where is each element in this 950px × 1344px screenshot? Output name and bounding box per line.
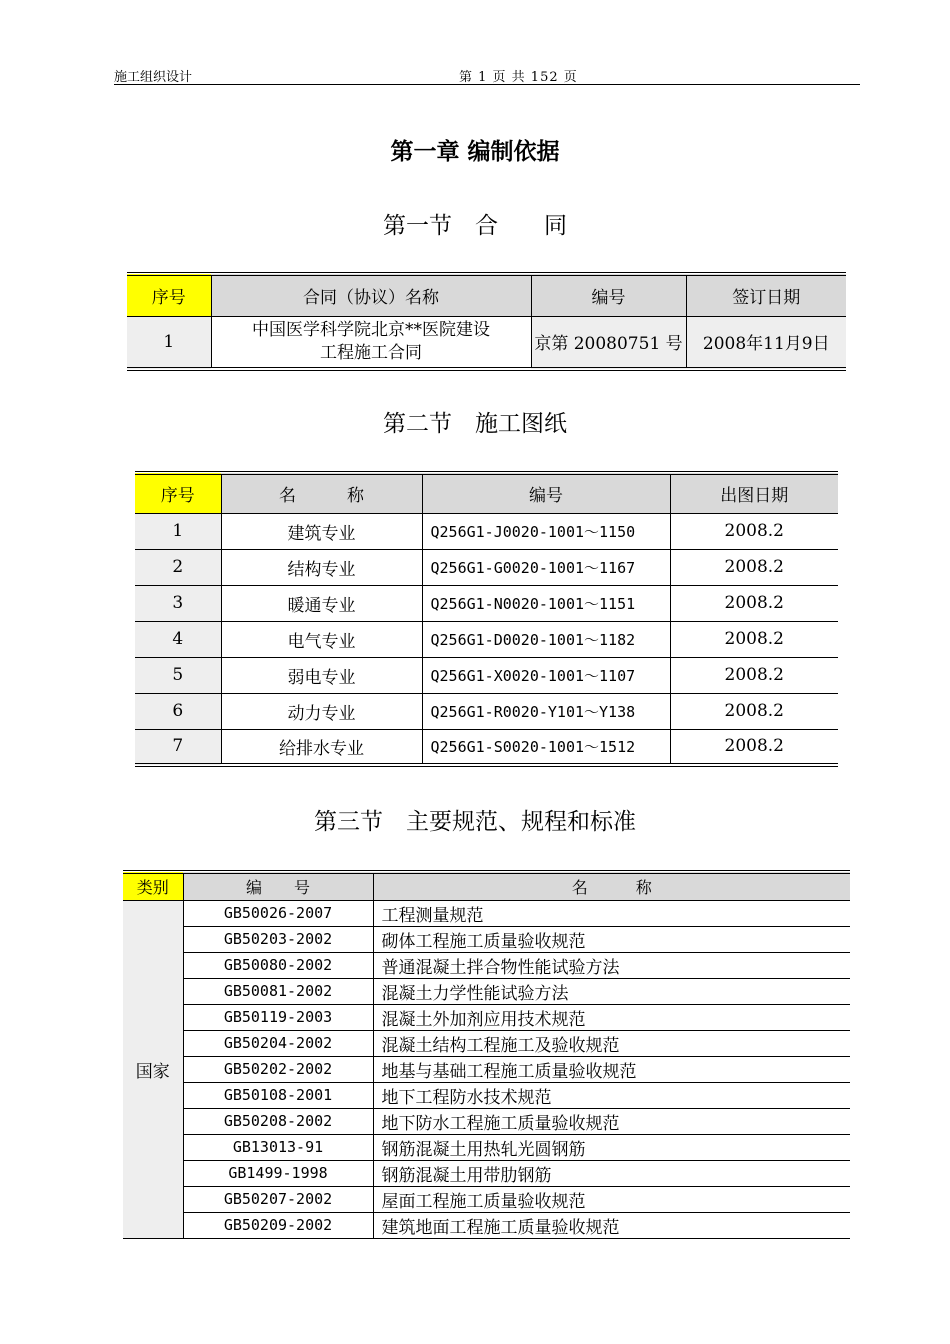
contract-code: 京第 20080751 号 <box>531 316 686 369</box>
table-row <box>135 621 838 657</box>
table-row <box>123 1056 850 1082</box>
page-header <box>114 66 860 85</box>
standard-code: GB50081-2002 <box>183 978 373 1004</box>
row-index: 7 <box>135 729 221 765</box>
drawing-name: 暖通专业 <box>221 585 422 621</box>
contract-name <box>211 316 531 369</box>
standard-name: 地下防水工程施工质量验收规范 <box>373 1108 850 1134</box>
row-index: 4 <box>135 621 221 657</box>
table-row <box>135 585 838 621</box>
standard-code: GB50119-2003 <box>183 1004 373 1030</box>
table-row <box>123 1212 850 1238</box>
table-row <box>127 316 846 369</box>
drawing-name: 动力专业 <box>221 693 422 729</box>
contract-date: 2008年11月9日 <box>686 316 846 369</box>
table-row <box>123 1108 850 1134</box>
standard-code: GB13013-91 <box>183 1134 373 1160</box>
table-row <box>123 926 850 952</box>
drawings-table <box>135 471 838 767</box>
standards-table <box>123 870 850 1239</box>
standard-code: GB50208-2002 <box>183 1108 373 1134</box>
drawing-date: 2008.2 <box>670 729 838 765</box>
header-cell: 序号 <box>135 473 221 513</box>
standards-table-header <box>123 872 850 900</box>
header-cell: 序号 <box>127 274 211 316</box>
drawing-date: 2008.2 <box>670 513 838 549</box>
category-cell: 国家 <box>123 900 183 1238</box>
table-row <box>123 1160 850 1186</box>
table-row <box>135 729 838 765</box>
row-index: 2 <box>135 549 221 585</box>
drawing-name: 电气专业 <box>221 621 422 657</box>
drawing-name: 弱电专业 <box>221 657 422 693</box>
drawing-code: Q256G1-J0020-1001～1150 <box>422 513 670 549</box>
standard-name: 钢筋混凝土用热轧光圆钢筋 <box>373 1134 850 1160</box>
standard-name: 工程测量规范 <box>373 900 850 926</box>
section3-title: 第三节 主要规范、规程和标准 <box>314 809 636 835</box>
table-row <box>123 978 850 1004</box>
section1-title: 第一节 合 同 <box>383 213 567 239</box>
drawings-table-header <box>135 473 838 513</box>
contract-table <box>127 272 846 371</box>
standard-code: GB50203-2002 <box>183 926 373 952</box>
drawing-date: 2008.2 <box>670 549 838 585</box>
table-row <box>135 549 838 585</box>
drawing-date: 2008.2 <box>670 621 838 657</box>
table-row <box>123 900 850 926</box>
chapter-title: 第一章 编制依据 <box>390 139 560 165</box>
drawing-date: 2008.2 <box>670 657 838 693</box>
contract-table-header <box>127 274 846 316</box>
header-cell: 名 称 <box>221 473 422 513</box>
header-cell: 签订日期 <box>686 274 846 316</box>
row-index: 1 <box>127 316 211 369</box>
standard-code: GB50080-2002 <box>183 952 373 978</box>
drawing-name: 给排水专业 <box>221 729 422 765</box>
table-row <box>123 1004 850 1030</box>
standard-name: 建筑地面工程施工质量验收规范 <box>373 1212 850 1238</box>
standard-code: GB50204-2002 <box>183 1030 373 1056</box>
row-index: 3 <box>135 585 221 621</box>
row-index: 5 <box>135 657 221 693</box>
header-cell: 出图日期 <box>670 473 838 513</box>
header-cell: 类别 <box>123 872 183 900</box>
header-cell: 名 称 <box>373 872 850 900</box>
drawing-code: Q256G1-G0020-1001～1167 <box>422 549 670 585</box>
standard-name: 地下工程防水技术规范 <box>373 1082 850 1108</box>
table-row <box>123 952 850 978</box>
table-row <box>123 1082 850 1108</box>
header-cell: 合同（协议）名称 <box>211 274 531 316</box>
contract-name-line: 工程施工合同 <box>320 342 422 363</box>
header-cell: 编号 <box>422 473 670 513</box>
standard-code: GB1499-1998 <box>183 1160 373 1186</box>
standard-name: 混凝土结构工程施工及验收规范 <box>373 1030 850 1056</box>
standard-code: GB50108-2001 <box>183 1082 373 1108</box>
row-index: 6 <box>135 693 221 729</box>
standard-name: 地基与基础工程施工质量验收规范 <box>373 1056 850 1082</box>
standard-code: GB50202-2002 <box>183 1056 373 1082</box>
drawing-code: Q256G1-S0020-1001～1512 <box>422 729 670 765</box>
drawing-name: 建筑专业 <box>221 513 422 549</box>
row-index: 1 <box>135 513 221 549</box>
table-row <box>123 1030 850 1056</box>
table-row <box>135 657 838 693</box>
section2-title: 第二节 施工图纸 <box>383 411 567 437</box>
standard-name: 屋面工程施工质量验收规范 <box>373 1186 850 1212</box>
header-page-number: 第 1 页 共 152 页 <box>459 70 578 85</box>
standard-name: 混凝土力学性能试验方法 <box>373 978 850 1004</box>
drawing-code: Q256G1-R0020-Y101～Y138 <box>422 693 670 729</box>
drawing-code: Q256G1-N0020-1001～1151 <box>422 585 670 621</box>
drawing-date: 2008.2 <box>670 693 838 729</box>
standard-name: 普通混凝土拌合物性能试验方法 <box>373 952 850 978</box>
header-doc-title: 施工组织设计 <box>114 70 193 85</box>
table-row <box>123 1186 850 1212</box>
standard-code: GB50026-2007 <box>183 900 373 926</box>
contract-name-line: 中国医学科学院北京**医院建设 <box>252 319 490 340</box>
standard-name: 混凝土外加剂应用技术规范 <box>373 1004 850 1030</box>
table-row <box>135 513 838 549</box>
drawing-name: 结构专业 <box>221 549 422 585</box>
table-row <box>123 1134 850 1160</box>
drawing-code: Q256G1-X0020-1001～1107 <box>422 657 670 693</box>
drawing-code: Q256G1-D0020-1001～1182 <box>422 621 670 657</box>
standard-name: 砌体工程施工质量验收规范 <box>373 926 850 952</box>
header-cell: 编 号 <box>183 872 373 900</box>
drawing-date: 2008.2 <box>670 585 838 621</box>
table-row <box>135 693 838 729</box>
header-cell: 编号 <box>531 274 686 316</box>
standard-code: GB50207-2002 <box>183 1186 373 1212</box>
standard-code: GB50209-2002 <box>183 1212 373 1238</box>
standard-name: 钢筋混凝土用带肋钢筋 <box>373 1160 850 1186</box>
